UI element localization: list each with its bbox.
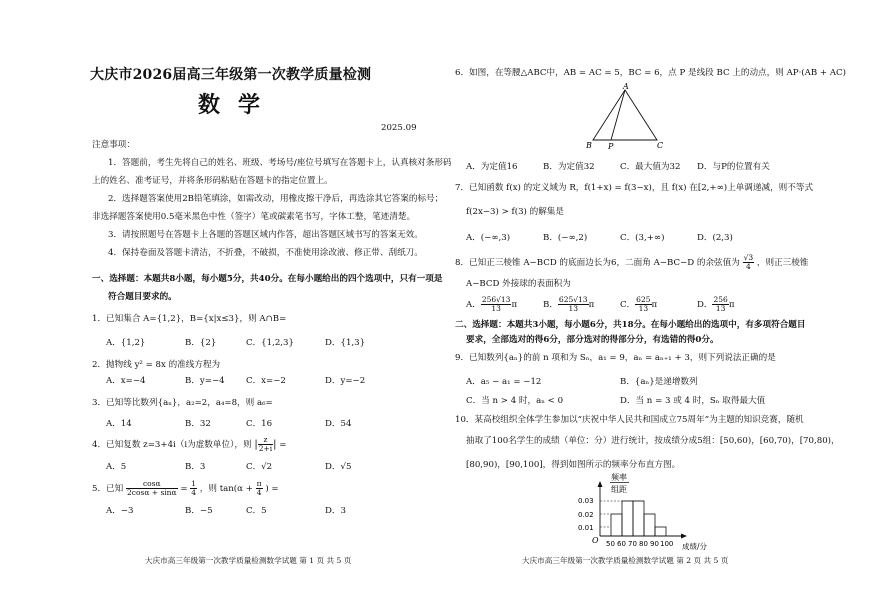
x-axis-arrow-icon xyxy=(681,534,687,539)
q5-fraction-2: $\frac{1}{4}$ xyxy=(191,479,197,497)
q10-stem: 10．某高校组织全体学生参加以“庆祝中华人民共和国成立75周年”为主题的知识竞赛，随机 xyxy=(455,415,804,425)
q5-fraction-1: $\frac{\cos\alpha}{2\cos\alpha + \sin\alpha}$ xyxy=(126,479,177,497)
q7-option-b: B．(−∞,2) xyxy=(543,233,588,243)
q5-stem: 5．已知 $\frac{\cos\alpha}{2\cos\alpha + \sin\alpha}$ = $\frac{1}{4}$ ，则 tan(α + $\frac{\pi}{4}$ ) = xyxy=(92,479,279,497)
exam-title: 大庆市2026届高三年级第一次教学质量检测 xyxy=(90,67,372,83)
q3-option-a: A．14 xyxy=(106,419,132,429)
q9-option-a: A．a₅ − a₁ = −12 xyxy=(466,377,542,387)
q8-option-d: D． $\frac{256}{13}$ π xyxy=(697,295,735,313)
vertex-label-c: C xyxy=(657,141,664,150)
q2-option-a: A．x=−4 xyxy=(106,376,146,386)
section2-heading: 二、选择题：本题共3小题，每小题6分，共18分。在每小题给出的选项中，有多项符合题目 xyxy=(455,320,806,330)
q9-option-b: B．{aₙ}是递增数列 xyxy=(620,377,698,387)
q6-stem: 6．如图，在等腰△ABC中，AB = AC = 5，BC = 6，点 P 是线段 BC 上的动点，则 AP·(AB + AC) xyxy=(455,68,846,78)
q6-option-b: B．为定值32 xyxy=(543,162,595,172)
y-tick-002: 0.02 xyxy=(578,511,594,519)
exam-date: 2025.09 xyxy=(381,123,417,133)
bar-80-90 xyxy=(644,514,655,536)
q8-stem-cont: A−BCD 外接球的表面积为 xyxy=(466,279,571,289)
q2-option-b: B．y=−4 xyxy=(185,376,225,386)
exam-page-2 xyxy=(440,0,870,615)
q5-option-a: A．−3 xyxy=(106,506,134,516)
x-tick-80: 80 xyxy=(639,540,648,548)
subject-title: 数学 xyxy=(198,92,279,118)
q8-fraction: $\frac{√3}{4}$ xyxy=(743,253,754,271)
q4-stem: 4．已知复数 z=3+4i（i为虚数单位），则 | $\frac{z}{2+i}$ | = xyxy=(92,435,287,453)
q4-stem-text: 4．已知复数 z=3+4i（i为虚数单位），则 xyxy=(92,439,252,450)
notice-title: 注意事项： xyxy=(92,140,135,150)
q7-option-d: D．(2,3) xyxy=(697,233,733,243)
q4-fraction: $\frac{z}{2+i}$ xyxy=(258,435,273,453)
q2-option-d: D．y=−2 xyxy=(325,376,366,386)
x-tick-70: 70 xyxy=(628,540,637,548)
q7-stem-cont: f(2x−3) > f(3) 的解集是 xyxy=(466,207,564,217)
q1-option-c: C．{1,2,3} xyxy=(246,338,294,348)
section1-heading: 一、选择题：本题共8小题，每小题5分，共40分。在每小题给出的四个选项中，只有一项是 xyxy=(92,274,443,284)
notice-line-6: 4．保持卷面及答题卡清洁，不折叠，不破损，不准使用涂改液、修正带、刮纸刀。 xyxy=(108,248,423,258)
q9-option-d: D．当 n = 3 或 4 时，Sₙ 取得最大值 xyxy=(620,396,766,406)
q3-stem: 3．已知等比数列{aₙ}，a₂=2，a₄=8，则 a₆= xyxy=(92,398,273,408)
bar-70-80 xyxy=(633,501,644,536)
page-footer-1: 大庆市高三年级第一次教学质量检测数学试题 第 1 页 共 5 页 xyxy=(145,556,352,565)
q3-option-d: D．54 xyxy=(325,419,352,429)
q2-option-c: C．x=−2 xyxy=(246,376,286,386)
bar-60-70 xyxy=(622,501,633,536)
bar-90-100 xyxy=(655,527,666,536)
x-axis-label: 成绩/分 xyxy=(682,542,708,551)
vertex-label-a: A xyxy=(623,82,629,91)
q7-option-a: A．(−∞,3) xyxy=(466,233,511,243)
q9-option-c: C．当 n > 4 时，aₙ < 0 xyxy=(466,396,564,406)
q4-option-b: B．3 xyxy=(185,462,206,472)
q5-option-d: D．3 xyxy=(325,506,346,516)
q6-option-c: C．最大值为32 xyxy=(620,162,681,172)
q9-stem: 9．已知数列{aₙ}的前 n 项和为 Sₙ，a₁ = 9，aₙ = aₙ₊₁ + 3，则下列说法正确的是 xyxy=(455,353,776,363)
page-footer-2: 大庆市高三年级第一次教学质量检测数学试题 第 2 页 共 5 页 xyxy=(522,556,729,565)
x-tick-50: 50 xyxy=(606,540,615,548)
q3-option-b: B．32 xyxy=(185,419,211,429)
vertex-label-p: P xyxy=(608,142,614,151)
q4-option-c: C．√2 xyxy=(246,462,273,472)
y-label-top: 频率 xyxy=(611,473,627,482)
q4-option-d: D．√5 xyxy=(325,462,352,472)
section1-heading-cont: 符合题目要求的。 xyxy=(108,292,177,302)
q6-option-a: A．为定值16 xyxy=(466,162,518,172)
q10-stem-line2: 抽取了100名学生的成绩（单位：分）进行统计，按成绩分成5组：[50,60)，[60,70)，[70,80)， xyxy=(466,436,840,446)
q1-option-b: B．{2} xyxy=(185,338,217,348)
q8-option-c: C． $\frac{625}{13}$ π xyxy=(620,295,658,313)
notice-line-2: 上的姓名、准考证号，并将条形码粘贴在答题卡的指定位置上。 xyxy=(92,176,333,186)
q7-option-c: C．(3,+∞) xyxy=(620,233,665,243)
origin-label: O xyxy=(592,536,599,545)
notice-line-3: 2．选择题答案使用2B铅笔填涂，如需改动，用橡皮擦干净后，再选涂其它答案的标号； xyxy=(108,194,444,204)
y-axis-arrow-icon xyxy=(598,481,603,487)
q5-option-b: B．−5 xyxy=(185,506,213,516)
section2-heading-cont: 要求，全部选对的得6分，部分选对的得部分分，有选错的得0分。 xyxy=(466,335,719,345)
q8-option-b: B． $\frac{625√13}{13}$ π xyxy=(543,295,595,313)
q3-option-c: C．16 xyxy=(246,419,273,429)
x-tick-90: 90 xyxy=(650,540,659,548)
x-tick-60: 60 xyxy=(617,540,626,548)
y-tick-001: 0.01 xyxy=(578,524,594,532)
x-tick-100: 100 xyxy=(660,540,674,548)
q1-option-a: A．{1,2} xyxy=(106,338,146,348)
y-tick-003: 0.03 xyxy=(578,497,594,505)
notice-line-1: 1．答题前，考生先将自己的姓名、班级、考场号/座位号填写在答题卡上，认真核对条形码 xyxy=(108,158,452,168)
vertex-label-b: B xyxy=(586,141,592,150)
q8-stem: 8．已知正三棱锥 A−BCD 的底面边长为6，二面角 A−BC−D 的余弦值为 $\frac{√3}{4}$ ，则正三棱锥 xyxy=(455,253,809,271)
q5-fraction-3: $\frac{\pi}{4}$ xyxy=(256,479,262,497)
q2-stem: 2．抛物线 y² = 8x 的准线方程为 xyxy=(92,360,221,370)
q6-option-d: D．与P的位置有关 xyxy=(697,162,770,172)
triangle-figure xyxy=(585,82,665,152)
q1-stem: 1．已知集合 A={1,2}，B={x|x≤3}，则 A∩B= xyxy=(92,314,287,324)
q4-option-a: A．5 xyxy=(106,462,127,472)
q5-option-c: C．5 xyxy=(246,506,267,516)
frequency-histogram xyxy=(578,470,718,552)
notice-line-5: 3．请按照题号在答题卡上各题的答题区域内作答，超出答题区域书写的答案无效。 xyxy=(108,230,423,240)
q10-stem-line3: [80,90)，[90,100]，得到如图所示的频率分布直方图。 xyxy=(466,460,681,470)
y-label-bottom: 组距 xyxy=(611,485,627,494)
q1-option-d: D．{1,3} xyxy=(325,338,366,348)
q8-option-a: A． $\frac{256√13}{13}$ π xyxy=(466,295,518,313)
notice-line-4: 非选择题答案使用0.5毫米黑色中性（签字）笔或碳素笔书写，字体工整，笔迹清楚。 xyxy=(92,212,416,222)
q7-stem: 7．已知函数 f(x) 的定义域为 R，f(1+x) = f(3−x)，且 f(x) 在[2,+∞)上单调递减，则不等式 xyxy=(455,183,814,193)
bar-50-60 xyxy=(611,514,622,536)
